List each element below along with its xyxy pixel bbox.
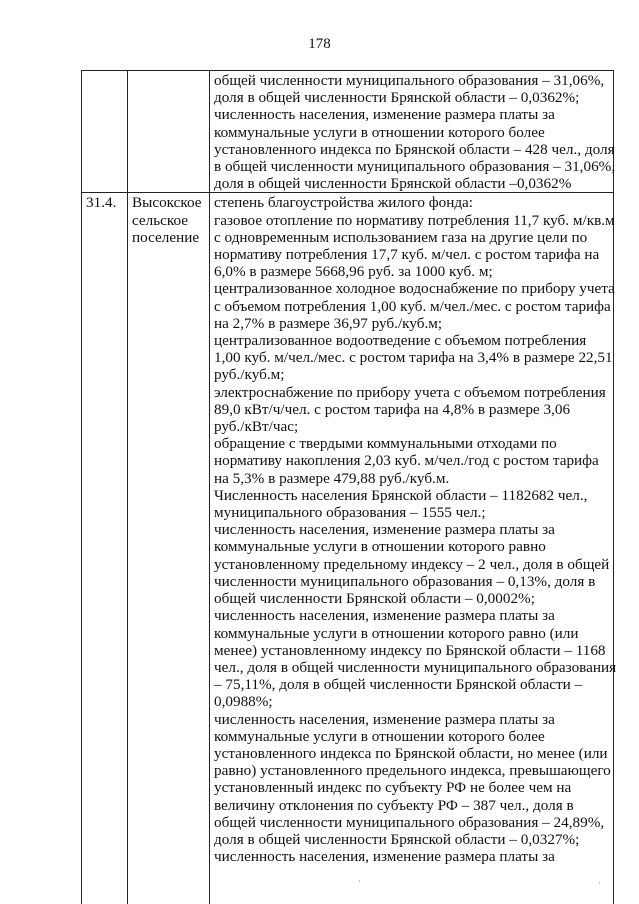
text-line: 89,0 кВт/ч/чел. с ростом тарифа на 4,8% в размере 3,06: [214, 400, 571, 418]
text-line: общей численности муниципального образования – 24,89%,: [214, 813, 605, 831]
text-line: доля в общей численности Брянской области –0,0362%: [214, 175, 572, 193]
text-line: руб./кВт/час;: [214, 418, 299, 436]
text-line: газовое отопление по нормативу потребления 11,7 куб. м/кв.м: [214, 211, 615, 229]
data-table: [81, 70, 617, 904]
text-line: доля в общей численности Брянской области – 0,0362%;: [214, 89, 580, 107]
text-line: коммунальные услуги в отношении которого более: [214, 727, 545, 745]
text-line: коммунальные услуги в отношении которого равно: [214, 538, 546, 556]
cell-description: [210, 193, 617, 904]
text-line: чел., доля в общей численности муниципального образования: [214, 658, 617, 676]
text-line: численность населения, изменение размера платы за: [214, 710, 555, 728]
text-line: степень благоустройства жилого фонда:: [214, 194, 474, 212]
text-line: в общей численности муниципального образования – 31,06%,: [214, 158, 616, 176]
cell-description: [210, 71, 614, 193]
text-line: Численность населения Брянской области – 1182682 чел.,: [214, 486, 588, 504]
text-line: – 75,11%, доля в общей численности Брянской области –: [214, 676, 583, 694]
table-row-continuation: [82, 71, 614, 193]
text-line: установленному предельному индексу – 2 чел., доля в общей: [214, 555, 610, 573]
text-line: 0,0988%;: [214, 693, 273, 711]
cell-number: 31.4.: [82, 193, 128, 904]
text-line: численность населения, изменение размера платы за: [214, 848, 555, 866]
text-line: установленного индекса по Брянской области, но менее (или: [214, 744, 608, 762]
text-line: поселение: [132, 228, 200, 246]
text-line: руб./куб.м;: [214, 366, 285, 384]
scan-speck: ·: [598, 878, 601, 888]
text-line: менее) установленному индексу по Брянской области – 1168: [214, 641, 606, 659]
scan-speck: ·: [358, 876, 361, 886]
text-line: численность населения, изменение размера платы за: [214, 106, 555, 124]
text-line: обращение с твердыми коммунальными отходами по: [214, 435, 557, 453]
text-line: численность населения, изменение размера платы за: [214, 521, 555, 539]
cell-name: [128, 71, 210, 193]
text-line: муниципального образования – 1555 чел.;: [214, 504, 486, 522]
text-line: величину отклонения по субъекту РФ – 387 чел., доля в: [214, 796, 574, 814]
text-line: 6,0% в размере 5668,96 руб. за 1000 куб. м;: [214, 263, 493, 281]
text-line: нормативу накопления 2,03 куб. м/чел./год с ростом тарифа: [214, 452, 599, 470]
text-line: равно) установленного предельного индекса, превышающего: [214, 762, 611, 780]
text-line: установленного индекса по Брянской области – 428 чел., доля: [214, 140, 615, 158]
text-line: централизованное холодное водоснабжение по прибору учета: [214, 280, 615, 298]
text-line: численность населения, изменение размера платы за: [214, 607, 555, 625]
text-line: электроснабжение по прибору учета с объемом потребления: [214, 383, 606, 401]
text-line: с одновременным использованием газа на другие цели по: [214, 228, 588, 246]
text-line: на 5,3% в размере 479,88 руб./куб.м.: [214, 469, 450, 487]
page-number: 178: [308, 36, 331, 52]
cell-name: [128, 193, 210, 904]
text-line: доля в общей численности Брянской области – 0,0327%;: [214, 830, 580, 848]
text-line: нормативу потребления 17,7 куб. м/чел. с ростом тарифа на: [214, 246, 600, 264]
text-line: установленный индекс по субъекту РФ не более чем на: [214, 779, 572, 797]
text-line: общей численности Брянской области – 0,0002%;: [214, 590, 535, 608]
text-line: коммунальные услуги в отношении которого равно (или: [214, 624, 579, 642]
table-row-31-4: [82, 193, 614, 904]
cell-number: [82, 71, 128, 193]
text-line: общей численности муниципального образования – 31,06%,: [214, 72, 605, 89]
text-line: с объемом потребления 1,00 куб. м/чел./мес. с ростом тарифа: [214, 297, 611, 315]
text-line: централизованное водоотведение с объемом потребления: [214, 332, 587, 350]
text-line: 1,00 куб. м/чел./мес. с ростом тарифа на 3,4% в размере 22,51: [214, 349, 613, 367]
text-line: коммунальные услуги в отношении которого более: [214, 123, 545, 141]
text-line: Высокское: [132, 194, 202, 212]
text-line: на 2,7% в размере 36,97 руб./куб.м;: [214, 314, 443, 332]
text-line: численности муниципального образования – 0,13%, доля в: [214, 572, 596, 590]
text-line: сельское: [132, 211, 189, 229]
